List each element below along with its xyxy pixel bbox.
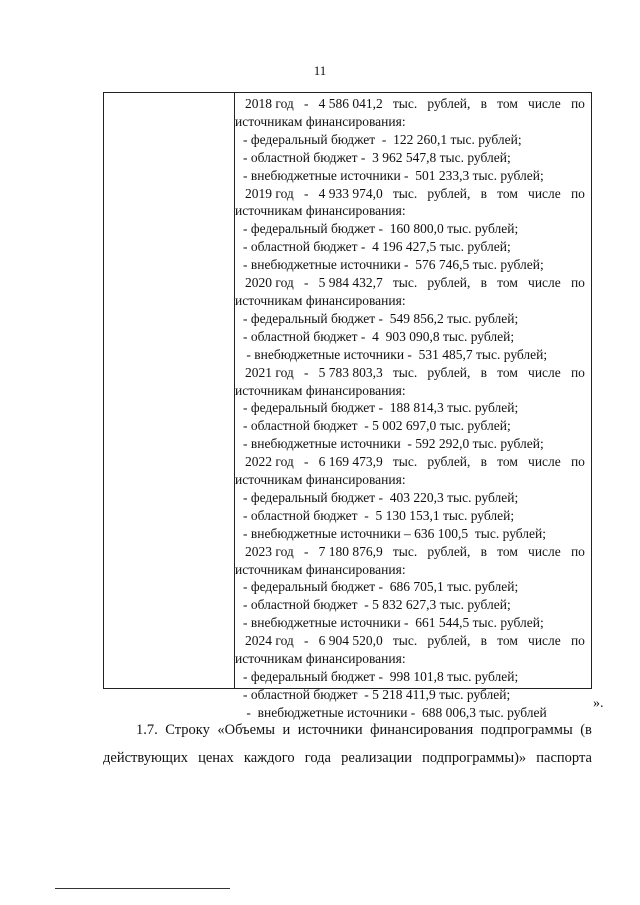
year-total-word: рублей,: [427, 275, 471, 291]
year-total-word: 2022 год: [245, 454, 294, 470]
paragraph-1-7: [103, 716, 592, 772]
year-total-word: рублей,: [427, 185, 471, 201]
year-total-word: по: [570, 275, 585, 291]
regional-budget-line: - областной бюджет - 5 130 153,1 тыс. рублей;: [243, 507, 515, 523]
paragraph-word: Строку: [165, 722, 210, 738]
year-total-line: [235, 632, 585, 650]
table-left-cell: [104, 93, 235, 688]
year-total-word: том: [497, 633, 518, 649]
funding-sources-caption: источникам финансирования:: [235, 472, 406, 488]
funding-sources-caption: источникам финансирования:: [235, 382, 406, 398]
year-total-word: 6 904 520,0: [318, 633, 383, 649]
year-total-word: -: [303, 364, 309, 380]
year-total-word: рублей,: [427, 364, 471, 380]
year-total-word: числе: [528, 543, 561, 559]
year-total-word: числе: [528, 633, 561, 649]
year-total-word: том: [497, 364, 518, 380]
year-total-word: 2021 год: [245, 364, 294, 380]
year-total-word: 5 984 432,7: [318, 275, 383, 291]
year-total-word: в: [480, 275, 487, 291]
paragraph-word: «Объемы: [217, 722, 275, 738]
year-total-word: 2018 год: [245, 96, 294, 111]
federal-budget-line: - федеральный бюджет - 549 856,2 тыс. рублей;: [243, 310, 519, 326]
year-total-word: тыс.: [392, 364, 418, 380]
year-total-word: по: [570, 364, 585, 380]
year-total-word: по: [570, 185, 585, 201]
regional-budget-line: - областной бюджет - 4 903 090,8 тыс. рублей;: [243, 328, 515, 344]
extrabudgetary-line: - внебюджетные источники – 636 100,5 тыс. рублей;: [243, 525, 547, 541]
year-total-word: числе: [528, 454, 561, 470]
year-total-word: числе: [528, 96, 561, 111]
year-total-word: тыс.: [392, 543, 418, 559]
paragraph-word: источники: [297, 722, 363, 738]
federal-budget-line: - федеральный бюджет - 160 800,0 тыс. рублей;: [243, 221, 519, 237]
year-total-line: [235, 185, 585, 203]
year-total-word: 2019 год: [245, 185, 294, 201]
funding-sources-caption: источникам финансирования:: [235, 203, 406, 219]
year-total-word: том: [497, 275, 518, 291]
year-total-word: тыс.: [392, 96, 418, 111]
funding-sources-caption: источникам финансирования:: [235, 292, 406, 308]
year-total-word: в: [480, 185, 487, 201]
year-total-word: 7 180 876,9: [318, 543, 383, 559]
year-total-word: в: [480, 96, 487, 111]
year-total-line: [235, 543, 585, 561]
year-total-word: рублей,: [427, 454, 471, 470]
regional-budget-line: - областной бюджет - 5 832 627,3 тыс. рублей;: [243, 597, 511, 613]
year-total-word: рублей,: [427, 633, 471, 649]
year-total-word: числе: [528, 185, 561, 201]
regional-budget-line: - областной бюджет - 4 196 427,5 тыс. рублей;: [243, 239, 511, 255]
paragraph-word: паспорта: [536, 750, 592, 766]
year-total-word: 6 169 473,9: [318, 454, 383, 470]
paragraph-word: подпрограммы)»: [422, 750, 527, 766]
year-total-line: [235, 364, 585, 382]
paragraph-word: 1.7.: [136, 722, 158, 738]
year-total-word: том: [497, 543, 518, 559]
year-total-word: -: [303, 96, 309, 111]
regional-budget-line: - областной бюджет - 3 962 547,8 тыс. рублей;: [243, 149, 511, 165]
year-total-word: рублей,: [427, 96, 471, 111]
year-total-word: -: [303, 633, 309, 649]
extrabudgetary-line: - внебюджетные источники - 592 292,0 тыс. рублей;: [243, 436, 544, 452]
extrabudgetary-line: - внебюджетные источники - 688 006,3 тыс. рублей: [243, 704, 547, 720]
federal-budget-line: - федеральный бюджет - 122 260,1 тыс. рублей;: [243, 131, 522, 147]
federal-budget-line: - федеральный бюджет - 188 814,3 тыс. рублей;: [243, 400, 519, 416]
regional-budget-line: - областной бюджет - 5 002 697,0 тыс. рублей;: [243, 418, 511, 434]
year-total-word: -: [303, 185, 309, 201]
year-total-word: рублей,: [427, 543, 471, 559]
year-total-word: по: [570, 454, 585, 470]
extrabudgetary-line: - внебюджетные источники - 501 233,3 тыс. рублей;: [243, 167, 544, 183]
extrabudgetary-line: - внебюджетные источники - 531 485,7 тыс. рублей;: [243, 346, 548, 362]
paragraph-word: года: [304, 750, 331, 766]
year-total-word: тыс.: [392, 185, 418, 201]
year-total-line: [235, 95, 585, 113]
year-total-word: числе: [528, 364, 561, 380]
year-total-word: 4 586 041,2: [318, 96, 383, 111]
year-total-word: 2023 год: [245, 543, 294, 559]
extrabudgetary-line: - внебюджетные источники - 661 544,5 тыс. рублей;: [243, 615, 544, 631]
year-total-word: том: [497, 185, 518, 201]
paragraph-word: реализации: [341, 750, 412, 766]
year-total-word: числе: [528, 275, 561, 291]
paragraph-word: ценах: [198, 750, 234, 766]
paragraph-word: подпрограммы: [480, 722, 573, 738]
year-total-line: [235, 274, 585, 292]
footnote-rule: [55, 888, 230, 889]
extrabudgetary-line: - внебюджетные источники - 576 746,5 тыс. рублей;: [243, 257, 544, 273]
year-total-word: 4 933 974,0: [318, 185, 383, 201]
paragraph-word: действующих: [103, 750, 188, 766]
funding-table: [103, 92, 592, 720]
year-total-word: том: [497, 454, 518, 470]
year-total-word: в: [480, 543, 487, 559]
paragraph-line: [103, 744, 592, 772]
year-total-word: -: [303, 454, 309, 470]
funding-sources-caption: источникам финансирования:: [235, 561, 406, 577]
table-right-cell: [235, 95, 585, 722]
year-total-line: [235, 453, 585, 471]
year-total-word: по: [570, 96, 585, 111]
year-total-word: 2024 год: [245, 633, 294, 649]
year-total-word: по: [570, 543, 585, 559]
paragraph-line: [103, 716, 592, 744]
federal-budget-line: - федеральный бюджет - 686 705,1 тыс. рублей;: [243, 579, 519, 595]
federal-budget-line: - федеральный бюджет - 403 220,3 тыс. рублей;: [243, 489, 519, 505]
year-total-word: -: [303, 275, 309, 291]
paragraph-word: и: [282, 722, 291, 738]
regional-budget-line: - областной бюджет - 5 218 411,9 тыс. рублей;: [243, 686, 511, 702]
year-total-word: 2020 год: [245, 275, 294, 291]
year-total-word: по: [570, 633, 585, 649]
funding-sources-caption: источникам финансирования:: [235, 651, 406, 667]
year-total-word: тыс.: [392, 275, 418, 291]
year-total-word: -: [303, 543, 309, 559]
closing-quote: ».: [593, 696, 604, 711]
year-total-word: 5 783 803,3: [318, 364, 383, 380]
year-total-word: тыс.: [392, 633, 418, 649]
year-total-word: тыс.: [392, 454, 418, 470]
page-number: 11: [313, 63, 327, 78]
year-total-word: в: [480, 454, 487, 470]
year-total-word: в: [480, 364, 487, 380]
federal-budget-line: - федеральный бюджет - 998 101,8 тыс. рублей;: [243, 669, 519, 684]
funding-sources-caption: источникам финансирования:: [235, 113, 406, 129]
year-total-word: том: [497, 96, 518, 111]
paragraph-word: каждого: [243, 750, 295, 766]
paragraph-word: финансирования: [370, 722, 474, 738]
year-total-word: в: [480, 633, 487, 649]
paragraph-word: (в: [580, 722, 592, 738]
